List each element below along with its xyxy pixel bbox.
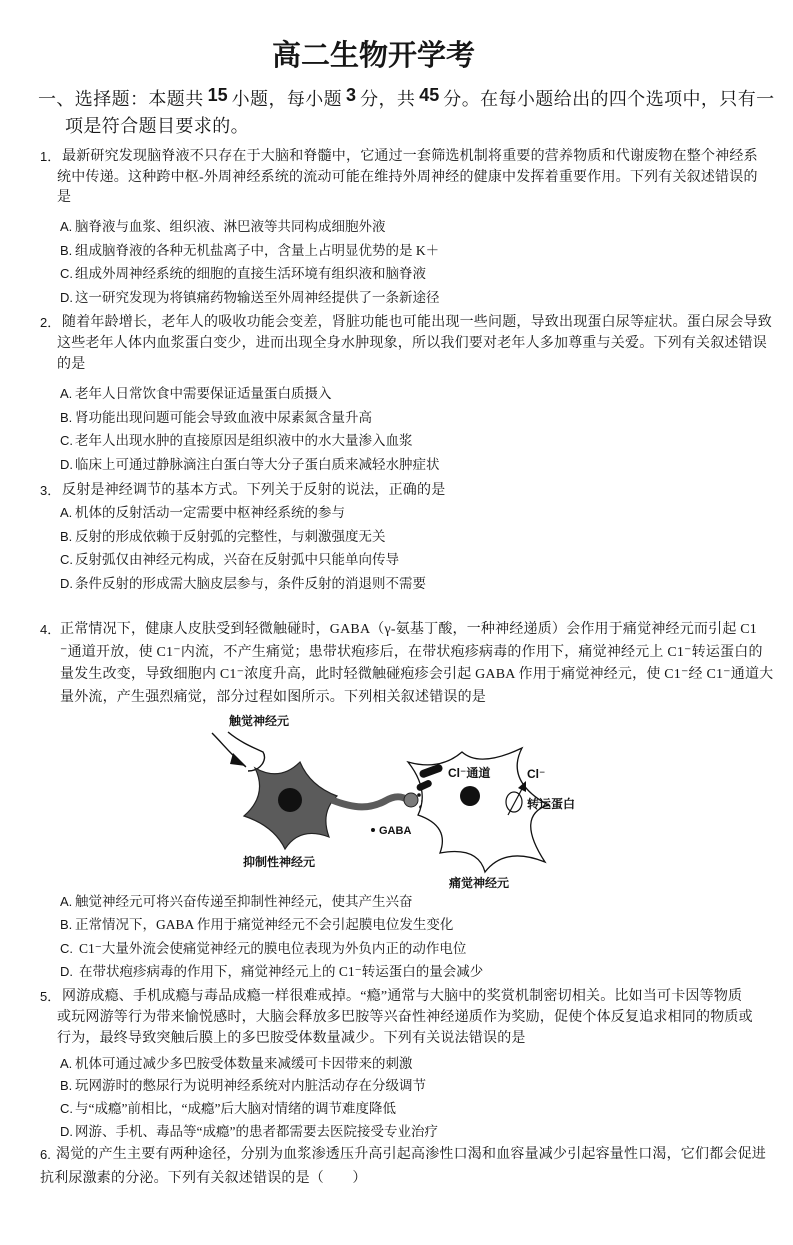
pain-neuron-nucleus bbox=[460, 786, 480, 806]
gaba-label: GABA bbox=[379, 825, 412, 837]
stem-line: 随着年龄增长，老年人的吸收功能会变差，肾脏功能也可能出现一些问题，导致出现蛋白尿等症状。蛋白尿会导致 bbox=[62, 314, 772, 330]
option-c bbox=[60, 548, 426, 572]
option-label: C. bbox=[60, 940, 73, 956]
option-label: D. bbox=[60, 576, 73, 592]
cl-channel-label: Cl⁻通道 bbox=[448, 766, 491, 780]
option-label: A. bbox=[60, 894, 73, 909]
option-text: 机体的反射活动一定需要中枢神经系统的参与 bbox=[75, 505, 345, 520]
inhibitory-axon bbox=[332, 797, 408, 807]
question-number: 1． bbox=[40, 149, 61, 164]
option-text: 网游、手机、毒品等“成瘾”的患者都需要去医院接受专业治疗 bbox=[75, 1123, 438, 1139]
question-number: 4． bbox=[40, 622, 61, 637]
stem-line: 正常情况下，健康人皮肤受到轻微触碰时，GABA（γ-氨基丁酸，一种神经递质）会作用于痛觉神经元而引起 C1 bbox=[60, 622, 757, 637]
option-label: B. bbox=[60, 1078, 73, 1094]
option-text: 与“成瘾”前相比，“成瘾”后大脑对情绪的调节难度降低 bbox=[75, 1100, 396, 1116]
section-header bbox=[38, 86, 775, 140]
option-text: 正常情况下，GABA 作用于痛觉神经元不会引起膜电位发生变化 bbox=[75, 917, 454, 933]
stem-line: ⁻通道开放，使 C1⁻内流，不产生痛觉；患带状疱疹后，在带状疱疹病毒的作用下，痛觉神经元上 C1⁻转运蛋白的 bbox=[60, 644, 763, 660]
option-text: 组成外周神经系统的细胞的直接生活环境有组织液和脑脊液 bbox=[75, 266, 426, 282]
section-line-1 bbox=[38, 86, 775, 113]
neuron-diagram bbox=[205, 708, 590, 898]
option-text: 反射的形成依赖于反射弧的完整性，与刺激强度无关 bbox=[75, 528, 386, 544]
option-label: C. bbox=[60, 552, 73, 568]
inhibitory-neuron-label: 抑制性神经元 bbox=[243, 855, 316, 869]
option-label: C. bbox=[60, 1100, 73, 1116]
axon-terminal bbox=[404, 793, 418, 807]
stem-line: 或玩网游等行为带来愉悦感时，大脑会释放多巴胺等兴奋性神经递质作为奖励，促使个体反复追求相同的物质或 bbox=[57, 1009, 753, 1025]
question-number: 2． bbox=[40, 314, 61, 330]
transport-protein-label: 转运蛋白 bbox=[527, 797, 576, 811]
option-label: D. bbox=[60, 290, 73, 306]
option-label: D. bbox=[60, 457, 73, 473]
stem-line: 是 bbox=[57, 190, 72, 205]
option-b bbox=[60, 913, 483, 936]
option-b bbox=[60, 406, 440, 430]
points-each: 3 bbox=[346, 85, 357, 105]
option-text: 临床上可通过静脉滴注白蛋白等大分子蛋白质来减轻水肿症状 bbox=[75, 457, 440, 473]
question-5-stem bbox=[38, 986, 763, 1049]
option-a bbox=[60, 501, 426, 525]
option-text: C1⁻大量外流会使痛觉神经元的膜电位表现为外负内正的动作电位 bbox=[79, 940, 467, 956]
section-text: 小题，每小题 bbox=[231, 89, 343, 109]
option-d bbox=[60, 1121, 438, 1144]
option-d bbox=[60, 453, 440, 477]
option-c bbox=[60, 937, 483, 960]
exam-title: 高二生物开学考 bbox=[272, 40, 476, 72]
option-text: 反射弧仅由神经元构成，兴奋在反射弧中只能单向传导 bbox=[75, 552, 399, 568]
option-text: 在带状疱疹病毒的作用下，痛觉神经元上的 C1⁻转运蛋白的量会减少 bbox=[79, 964, 484, 980]
option-d bbox=[60, 960, 483, 983]
question-2-stem bbox=[38, 312, 772, 375]
option-text: 老年人出现水肿的直接原因是组织液中的水大量渗入血浆 bbox=[75, 433, 413, 449]
option-text: 条件反射的形成需大脑皮层参与，条件反射的消退则不需要 bbox=[75, 576, 426, 592]
option-text: 玩网游时的憋尿行为说明神经系统对内脏活动存在分级调节 bbox=[75, 1078, 426, 1094]
tactile-terminal-line bbox=[228, 732, 265, 771]
option-a bbox=[60, 890, 483, 913]
question-3-options bbox=[60, 501, 426, 596]
question-5-options bbox=[60, 1053, 438, 1144]
option-text: 老年人日常饮食中需要保证适量蛋白质摄入 bbox=[75, 386, 332, 401]
option-label: A. bbox=[60, 386, 73, 401]
option-label: B. bbox=[60, 409, 73, 425]
question-3-stem bbox=[38, 480, 763, 501]
stem-line: 抗利尿激素的分泌。下列有关叙述错误的是（ ） bbox=[40, 1171, 367, 1186]
option-label: D. bbox=[60, 964, 73, 980]
inhibitory-neuron-nucleus bbox=[278, 788, 302, 812]
question-2-options bbox=[60, 382, 440, 477]
section-text: 一、选择题：本题共 bbox=[38, 89, 204, 109]
question-number: 3． bbox=[40, 482, 61, 498]
stem-line: 反射是神经调节的基本方式。下列关于反射的说法，正确的是 bbox=[62, 482, 446, 498]
option-label: A. bbox=[60, 1055, 73, 1071]
option-b bbox=[60, 1075, 438, 1098]
gaba-vesicle bbox=[417, 793, 421, 797]
option-d bbox=[60, 286, 440, 310]
option-label: A. bbox=[60, 505, 73, 520]
option-text: 肾功能出现问题可能会导致血液中尿素氮含量升高 bbox=[75, 409, 372, 425]
tactile-neuron-label: 触觉神经元 bbox=[229, 714, 290, 728]
option-text: 机体可通过减少多巴胺受体数量来减缓可卡因带来的刺激 bbox=[75, 1055, 413, 1071]
gaba-legend-dot bbox=[371, 828, 375, 832]
option-label: B. bbox=[60, 242, 73, 258]
option-c bbox=[60, 1098, 438, 1121]
cl-ion-label: Cl⁻ bbox=[527, 767, 546, 781]
stem-line: 渴觉的产生主要有两种途径，分别为血浆渗透压升高引起高渗性口渴和血容量减少引起容量性口渴，它们都会促进 bbox=[56, 1147, 766, 1162]
option-label: D. bbox=[60, 1123, 73, 1139]
question-number: 6. bbox=[40, 1147, 51, 1162]
option-b bbox=[60, 239, 440, 263]
transport-protein bbox=[506, 792, 522, 812]
pain-neuron-label: 痛觉神经元 bbox=[449, 876, 510, 890]
stem-line: 网游成瘾、手机成瘾与毒品成瘾一样很难戒掉。“瘾”通常与大脑中的奖赏机制密切相关。比如当可卡因等物质 bbox=[62, 988, 743, 1004]
question-count: 15 bbox=[207, 85, 228, 105]
stem-line: 行为，最终导致突触后膜上的多巴胺受体数量减少。下列有关说法错误的是 bbox=[57, 1030, 526, 1046]
question-1-stem bbox=[38, 147, 763, 209]
question-6-stem bbox=[38, 1143, 766, 1191]
question-4-stem bbox=[38, 619, 774, 710]
section-text: 分，共 bbox=[360, 89, 416, 109]
question-number: 5． bbox=[40, 988, 61, 1004]
option-c bbox=[60, 429, 440, 453]
option-label: C. bbox=[60, 433, 73, 449]
option-c bbox=[60, 262, 440, 286]
option-label: A. bbox=[60, 219, 73, 234]
stem-line: 量发生改变，导致细胞内 C1⁻浓度升高，此时轻微触碰疱疹会引起 GABA 作用于痛觉神经元，使 C1⁻经 C1⁻通道大 bbox=[60, 667, 774, 683]
points-total: 45 bbox=[419, 85, 440, 105]
option-a bbox=[60, 1053, 438, 1076]
option-text: 触觉神经元可将兴奋传递至抑制性神经元，使其产生兴奋 bbox=[75, 894, 413, 909]
option-text: 组成脑脊液的各种无机盐离子中，含量上占明显优势的是 K＋ bbox=[75, 242, 440, 258]
section-line-2: 项是符合题目要求的。 bbox=[65, 116, 249, 136]
stem-line: 量外流，产生强烈痛觉，部分过程如图所示。下列相关叙述错误的是 bbox=[60, 690, 486, 706]
option-a bbox=[60, 382, 440, 406]
stem-line: 这些老年人体内血浆蛋白变少，进而出现全身水肿现象，所以我们要对老年人多加尊重与关爱。下列有关叙述错误 bbox=[57, 335, 767, 351]
stem-line: 的是 bbox=[57, 356, 86, 372]
option-a bbox=[60, 215, 440, 239]
question-4-options bbox=[60, 890, 483, 984]
option-text: 这一研究发现为将镇痛药物输送至外周神经提供了一条新途径 bbox=[75, 290, 440, 306]
question-1-options bbox=[60, 215, 440, 310]
section-text: 分。在每小题给出的四个选项中，只有一 bbox=[443, 89, 775, 109]
option-b bbox=[60, 525, 426, 549]
stem-line: 最新研究发现脑脊液不只存在于大脑和脊髓中，它通过一套筛选机制将重要的营养物质和代谢废物在整个神经系 bbox=[62, 149, 758, 164]
option-text: 脑脊液与血浆、组织液、淋巴液等共同构成细胞外液 bbox=[75, 219, 386, 234]
option-label: B. bbox=[60, 917, 73, 933]
stem-line: 统中传递。这种跨中枢-外周神经系统的流动可能在维持外周神经的健康中发挥着重要作用。下列有关叙述错误的 bbox=[57, 169, 758, 185]
option-d bbox=[60, 572, 426, 596]
option-label: B. bbox=[60, 528, 73, 544]
option-label: C. bbox=[60, 266, 73, 282]
